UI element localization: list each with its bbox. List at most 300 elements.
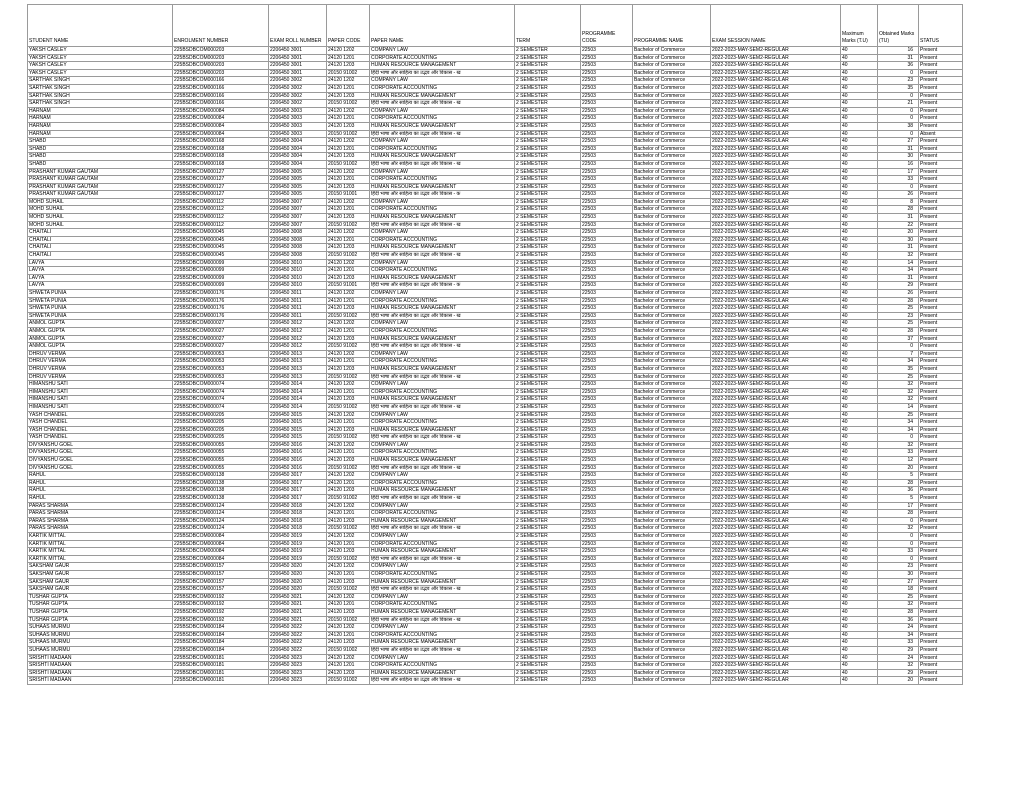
- obtained-marks-cell: 31: [878, 54, 919, 62]
- student-name-cell: YAKSH CASLEY: [28, 47, 173, 55]
- term-cell: 2 SEMESTER: [515, 601, 581, 609]
- obtained-marks-cell: 0: [878, 183, 919, 191]
- programme-code-cell: 22503: [581, 578, 633, 586]
- obtained-marks-cell: 36: [878, 487, 919, 495]
- term-cell: 2 SEMESTER: [515, 495, 581, 503]
- student-name-cell: SHABD: [28, 138, 173, 146]
- programme-name-cell: Bachelor of Commerce: [633, 267, 711, 275]
- paper-name-cell: हिंदी भाषा और साहित्य का उद्भव और विकास - ख: [370, 343, 515, 351]
- paper-code-cell: 20150 91002: [327, 160, 370, 168]
- enrolment-number-cell: 225BSDBCOM000112: [173, 214, 269, 222]
- obtained-marks-cell: 0: [878, 517, 919, 525]
- obtained-marks-cell: 32: [878, 381, 919, 389]
- maximum-marks-cell: 40: [841, 69, 878, 77]
- exam-roll-number-cell: 2206450 3017: [269, 495, 327, 503]
- maximum-marks-cell: 40: [841, 206, 878, 214]
- term-cell: 2 SEMESTER: [515, 191, 581, 199]
- term-cell: 2 SEMESTER: [515, 502, 581, 510]
- maximum-marks-cell: 40: [841, 327, 878, 335]
- maximum-marks-cell: 40: [841, 176, 878, 184]
- exam-session-name-cell: 2022-2023-MAY-SEM2-REGULAR: [711, 495, 841, 503]
- maximum-marks-cell: 40: [841, 365, 878, 373]
- table-row: [28, 282, 963, 290]
- enrolment-number-cell: 225BSDBCOM000168: [173, 153, 269, 161]
- exam-session-name-cell: 2022-2023-MAY-SEM2-REGULAR: [711, 525, 841, 533]
- enrolment-number-cell: 225BSDBCOM000112: [173, 221, 269, 229]
- student-name-cell: KARTIK MITTAL: [28, 555, 173, 563]
- table-row: [28, 555, 963, 563]
- status-cell: Present: [919, 115, 963, 123]
- status-cell: Present: [919, 669, 963, 677]
- paper-code-cell: 24120 1201: [327, 176, 370, 184]
- paper-code-cell: 20150 91002: [327, 403, 370, 411]
- maximum-marks-cell: 40: [841, 624, 878, 632]
- student-name-cell: DIVYANSHU GOEL: [28, 457, 173, 465]
- enrolment-number-cell: 225BSDBCOM000124: [173, 525, 269, 533]
- paper-name-cell: HUMAN RESOURCE MANAGEMENT: [370, 153, 515, 161]
- paper-name-cell: हिंदी भाषा और साहित्य का उद्भव और विकास - ख: [370, 373, 515, 381]
- exam-session-name-cell: 2022-2023-MAY-SEM2-REGULAR: [711, 548, 841, 556]
- student-name-cell: SRISHTI MADAAN: [28, 669, 173, 677]
- term-cell: 2 SEMESTER: [515, 290, 581, 298]
- paper-code-cell: 24120 1201: [327, 327, 370, 335]
- table-row: [28, 517, 963, 525]
- term-cell: 2 SEMESTER: [515, 403, 581, 411]
- maximum-marks-cell: 40: [841, 419, 878, 427]
- exam-roll-number-cell: 2206450 3003: [269, 115, 327, 123]
- paper-code-cell: 24120 1201: [327, 449, 370, 457]
- exam-roll-number-cell: 2206450 3007: [269, 206, 327, 214]
- student-name-cell: LAVYA: [28, 259, 173, 267]
- exam-session-name-cell: 2022-2023-MAY-SEM2-REGULAR: [711, 54, 841, 62]
- table-row: [28, 358, 963, 366]
- exam-roll-number-cell: 2206450 3013: [269, 365, 327, 373]
- table-row: [28, 252, 963, 260]
- student-name-cell: CHAITALI: [28, 244, 173, 252]
- table-row: [28, 130, 963, 138]
- student-name-cell: HARNAM: [28, 115, 173, 123]
- status-cell: Present: [919, 138, 963, 146]
- maximum-marks-cell: 40: [841, 426, 878, 434]
- paper-name-cell: CORPORATE ACCOUNTING: [370, 176, 515, 184]
- exam-roll-number-cell: 2206450 3013: [269, 350, 327, 358]
- paper-name-cell: हिंदी भाषा और साहित्य का उद्भव और विकास - ख: [370, 160, 515, 168]
- paper-name-cell: CORPORATE ACCOUNTING: [370, 449, 515, 457]
- maximum-marks-cell: 40: [841, 297, 878, 305]
- paper-code-cell: 24120 1201: [327, 479, 370, 487]
- exam-session-name-cell: 2022-2023-MAY-SEM2-REGULAR: [711, 411, 841, 419]
- table-row: [28, 601, 963, 609]
- programme-name-cell: Bachelor of Commerce: [633, 631, 711, 639]
- exam-roll-number-cell: 2206450 3013: [269, 358, 327, 366]
- term-cell: 2 SEMESTER: [515, 517, 581, 525]
- paper-name-cell: हिंदी भाषा और साहित्य का उद्भव और विकास - ख: [370, 495, 515, 503]
- term-cell: 2 SEMESTER: [515, 229, 581, 237]
- obtained-marks-cell: 34: [878, 419, 919, 427]
- exam-roll-number-cell: 2206450 3022: [269, 639, 327, 647]
- exam-session-name-cell: 2022-2023-MAY-SEM2-REGULAR: [711, 138, 841, 146]
- programme-name-cell: Bachelor of Commerce: [633, 221, 711, 229]
- enrolment-number-cell: 225BSDBCOM000084: [173, 555, 269, 563]
- paper-name-cell: हिंदी भाषा और साहित्य का उद्भव और विकास - ख: [370, 525, 515, 533]
- programme-name-cell: Bachelor of Commerce: [633, 616, 711, 624]
- enrolment-number-cell: 225BSDBCOM000205: [173, 411, 269, 419]
- obtained-marks-cell: 32: [878, 396, 919, 404]
- paper-code-cell: 24120 1201: [327, 570, 370, 578]
- term-cell: 2 SEMESTER: [515, 578, 581, 586]
- maximum-marks-cell: 40: [841, 677, 878, 685]
- status-cell: Present: [919, 449, 963, 457]
- programme-code-cell: 22503: [581, 479, 633, 487]
- paper-code-cell: 24120 1203: [327, 396, 370, 404]
- status-cell: Present: [919, 335, 963, 343]
- exam-roll-number-cell: 2206450 3022: [269, 631, 327, 639]
- student-name-cell: KARTIK MITTAL: [28, 548, 173, 556]
- programme-name-cell: Bachelor of Commerce: [633, 138, 711, 146]
- programme-code-cell: 22503: [581, 69, 633, 77]
- paper-code-cell: 20150 91002: [327, 252, 370, 260]
- status-cell: Present: [919, 570, 963, 578]
- maximum-marks-cell: 40: [841, 510, 878, 518]
- programme-code-cell: 22503: [581, 502, 633, 510]
- maximum-marks-cell: 40: [841, 434, 878, 442]
- paper-name-cell: हिंदी भाषा और साहित्य का उद्भव और विकास - ख: [370, 252, 515, 260]
- paper-name-cell: HUMAN RESOURCE MANAGEMENT: [370, 335, 515, 343]
- programme-name-cell: Bachelor of Commerce: [633, 396, 711, 404]
- obtained-marks-cell: 31: [878, 214, 919, 222]
- paper-code-cell: 20150 91001: [327, 282, 370, 290]
- programme-code-cell: 22503: [581, 138, 633, 146]
- exam-roll-number-cell: 2206450 3022: [269, 646, 327, 654]
- term-cell: 2 SEMESTER: [515, 396, 581, 404]
- term-cell: 2 SEMESTER: [515, 115, 581, 123]
- programme-name-cell: Bachelor of Commerce: [633, 381, 711, 389]
- paper-name-cell: CORPORATE ACCOUNTING: [370, 419, 515, 427]
- enrolment-number-cell: 225BSDBCOM000205: [173, 419, 269, 427]
- exam-roll-number-cell: 2206450 3015: [269, 411, 327, 419]
- maximum-marks-cell: 40: [841, 191, 878, 199]
- enrolment-number-cell: 225BSDBCOM000205: [173, 434, 269, 442]
- paper-code-cell: 24120 1201: [327, 145, 370, 153]
- student-name-cell: ANMOL GUPTA: [28, 335, 173, 343]
- maximum-marks-cell: 40: [841, 138, 878, 146]
- exam-roll-number-cell: 2206450 3015: [269, 434, 327, 442]
- status-cell: Present: [919, 305, 963, 313]
- paper-code-cell: 24120 1203: [327, 457, 370, 465]
- term-cell: 2 SEMESTER: [515, 77, 581, 85]
- programme-name-cell: Bachelor of Commerce: [633, 533, 711, 541]
- status-cell: Present: [919, 578, 963, 586]
- header-programme-name: PROGRAMME NAME: [633, 5, 711, 47]
- exam-session-name-cell: 2022-2023-MAY-SEM2-REGULAR: [711, 115, 841, 123]
- programme-code-cell: 22503: [581, 608, 633, 616]
- status-cell: Present: [919, 267, 963, 275]
- paper-name-cell: CORPORATE ACCOUNTING: [370, 267, 515, 275]
- programme-code-cell: 22503: [581, 555, 633, 563]
- programme-name-cell: Bachelor of Commerce: [633, 206, 711, 214]
- table-row: [28, 570, 963, 578]
- student-name-cell: SHABD: [28, 145, 173, 153]
- exam-roll-number-cell: 2206450 3014: [269, 403, 327, 411]
- obtained-marks-cell: 31: [878, 244, 919, 252]
- paper-code-cell: 24120 1201: [327, 388, 370, 396]
- term-cell: 2 SEMESTER: [515, 153, 581, 161]
- programme-code-cell: 22503: [581, 176, 633, 184]
- term-cell: 2 SEMESTER: [515, 411, 581, 419]
- term-cell: 2 SEMESTER: [515, 62, 581, 70]
- term-cell: 2 SEMESTER: [515, 282, 581, 290]
- obtained-marks-cell: 0: [878, 540, 919, 548]
- status-cell: Present: [919, 593, 963, 601]
- exam-session-name-cell: 2022-2023-MAY-SEM2-REGULAR: [711, 327, 841, 335]
- table-row: [28, 350, 963, 358]
- paper-code-cell: 24120 1201: [327, 206, 370, 214]
- enrolment-number-cell: 225BSDBCOM000166: [173, 84, 269, 92]
- table-row: [28, 608, 963, 616]
- table-row: [28, 115, 963, 123]
- term-cell: 2 SEMESTER: [515, 320, 581, 328]
- obtained-marks-cell: 26: [878, 191, 919, 199]
- paper-code-cell: 24120 1203: [327, 548, 370, 556]
- maximum-marks-cell: 40: [841, 540, 878, 548]
- programme-code-cell: 22503: [581, 122, 633, 130]
- maximum-marks-cell: 40: [841, 578, 878, 586]
- exam-roll-number-cell: 2206450 3014: [269, 396, 327, 404]
- paper-code-cell: 24120 1203: [327, 426, 370, 434]
- exam-session-name-cell: 2022-2023-MAY-SEM2-REGULAR: [711, 145, 841, 153]
- term-cell: 2 SEMESTER: [515, 677, 581, 685]
- maximum-marks-cell: 40: [841, 54, 878, 62]
- table-row: [28, 54, 963, 62]
- term-cell: 2 SEMESTER: [515, 312, 581, 320]
- maximum-marks-cell: 40: [841, 252, 878, 260]
- programme-code-cell: 22503: [581, 381, 633, 389]
- enrolment-number-cell: 225BSDBCOM000157: [173, 570, 269, 578]
- student-name-cell: RAHUL: [28, 472, 173, 480]
- paper-code-cell: 24120 1203: [327, 183, 370, 191]
- enrolment-number-cell: 225BSDBCOM000099: [173, 274, 269, 282]
- programme-name-cell: Bachelor of Commerce: [633, 464, 711, 472]
- term-cell: 2 SEMESTER: [515, 145, 581, 153]
- status-cell: Present: [919, 274, 963, 282]
- term-cell: 2 SEMESTER: [515, 434, 581, 442]
- exam-roll-number-cell: 2206450 3004: [269, 145, 327, 153]
- paper-name-cell: COMPANY LAW: [370, 229, 515, 237]
- table-row: [28, 320, 963, 328]
- term-cell: 2 SEMESTER: [515, 343, 581, 351]
- student-name-cell: PARAS SHARMA: [28, 510, 173, 518]
- programme-name-cell: Bachelor of Commerce: [633, 608, 711, 616]
- programme-code-cell: 22503: [581, 419, 633, 427]
- paper-code-cell: 20150 91002: [327, 69, 370, 77]
- obtained-marks-cell: 0: [878, 555, 919, 563]
- student-name-cell: HIMANSHU SATI: [28, 403, 173, 411]
- exam-roll-number-cell: 2206450 3014: [269, 381, 327, 389]
- term-cell: 2 SEMESTER: [515, 381, 581, 389]
- programme-name-cell: Bachelor of Commerce: [633, 191, 711, 199]
- status-cell: Present: [919, 381, 963, 389]
- paper-code-cell: 20150 91002: [327, 373, 370, 381]
- student-name-cell: MOHD SUHAIL: [28, 198, 173, 206]
- obtained-marks-cell: 0: [878, 434, 919, 442]
- exam-roll-number-cell: 2206450 3021: [269, 601, 327, 609]
- status-cell: Present: [919, 221, 963, 229]
- exam-session-name-cell: 2022-2023-MAY-SEM2-REGULAR: [711, 229, 841, 237]
- programme-name-cell: Bachelor of Commerce: [633, 441, 711, 449]
- table-row: [28, 381, 963, 389]
- enrolment-number-cell: 225BSDBCOM000127: [173, 183, 269, 191]
- obtained-marks-cell: 37: [878, 335, 919, 343]
- obtained-marks-cell: 28: [878, 297, 919, 305]
- table-row: [28, 335, 963, 343]
- maximum-marks-cell: 40: [841, 115, 878, 123]
- term-cell: 2 SEMESTER: [515, 183, 581, 191]
- programme-code-cell: 22503: [581, 191, 633, 199]
- status-cell: Present: [919, 487, 963, 495]
- status-cell: Present: [919, 259, 963, 267]
- enrolment-number-cell: 225BSDBCOM000203: [173, 47, 269, 55]
- exam-roll-number-cell: 2206450 3005: [269, 176, 327, 184]
- table-row: [28, 434, 963, 442]
- maximum-marks-cell: 40: [841, 358, 878, 366]
- student-name-cell: PRASHANT KUMAR GAUTAM: [28, 168, 173, 176]
- programme-code-cell: 22503: [581, 457, 633, 465]
- table-row: [28, 259, 963, 267]
- paper-name-cell: HUMAN RESOURCE MANAGEMENT: [370, 305, 515, 313]
- programme-code-cell: 22503: [581, 517, 633, 525]
- enrolment-number-cell: 225BSDBCOM000084: [173, 122, 269, 130]
- maximum-marks-cell: 40: [841, 533, 878, 541]
- table-row: [28, 145, 963, 153]
- paper-name-cell: HUMAN RESOURCE MANAGEMENT: [370, 274, 515, 282]
- programme-code-cell: 22503: [581, 388, 633, 396]
- table-row: [28, 441, 963, 449]
- enrolment-number-cell: 225BSDBCOM000124: [173, 517, 269, 525]
- programme-code-cell: 22503: [581, 646, 633, 654]
- paper-name-cell: COMPANY LAW: [370, 47, 515, 55]
- maximum-marks-cell: 40: [841, 145, 878, 153]
- table-row: [28, 593, 963, 601]
- programme-code-cell: 22503: [581, 282, 633, 290]
- header-programme-code: PROGRAMME CODE: [581, 5, 633, 47]
- maximum-marks-cell: 40: [841, 654, 878, 662]
- paper-code-cell: 24120 1201: [327, 662, 370, 670]
- enrolment-number-cell: 225BSDBCOM000027: [173, 320, 269, 328]
- term-cell: 2 SEMESTER: [515, 244, 581, 252]
- enrolment-number-cell: 225BSDBCOM000099: [173, 282, 269, 290]
- programme-code-cell: 22503: [581, 350, 633, 358]
- exam-session-name-cell: 2022-2023-MAY-SEM2-REGULAR: [711, 183, 841, 191]
- programme-name-cell: Bachelor of Commerce: [633, 62, 711, 70]
- paper-name-cell: COMPANY LAW: [370, 381, 515, 389]
- programme-code-cell: 22503: [581, 510, 633, 518]
- table-row: [28, 191, 963, 199]
- student-name-cell: SRISHTI MADAAN: [28, 677, 173, 685]
- paper-code-cell: 24120 1202: [327, 350, 370, 358]
- paper-code-cell: 20150 91002: [327, 312, 370, 320]
- header-enrolment-number: ENROLMENT NUMBER: [173, 5, 269, 47]
- obtained-marks-cell: 25: [878, 320, 919, 328]
- paper-code-cell: 24120 1202: [327, 290, 370, 298]
- maximum-marks-cell: 40: [841, 343, 878, 351]
- table-row: [28, 662, 963, 670]
- table-row: [28, 639, 963, 647]
- term-cell: 2 SEMESTER: [515, 100, 581, 108]
- enrolment-number-cell: 225BSDBCOM000084: [173, 115, 269, 123]
- paper-name-cell: CORPORATE ACCOUNTING: [370, 115, 515, 123]
- student-name-cell: PRASHANT KUMAR GAUTAM: [28, 183, 173, 191]
- term-cell: 2 SEMESTER: [515, 107, 581, 115]
- obtained-marks-cell: 0: [878, 115, 919, 123]
- student-name-cell: DIVYANSHU GOEL: [28, 464, 173, 472]
- programme-code-cell: 22503: [581, 540, 633, 548]
- paper-name-cell: COMPANY LAW: [370, 138, 515, 146]
- paper-code-cell: 24120 1203: [327, 669, 370, 677]
- table-row: [28, 229, 963, 237]
- student-name-cell: KARTIK MITTAL: [28, 533, 173, 541]
- term-cell: 2 SEMESTER: [515, 540, 581, 548]
- table-row: [28, 160, 963, 168]
- status-cell: Present: [919, 601, 963, 609]
- paper-name-cell: HUMAN RESOURCE MANAGEMENT: [370, 183, 515, 191]
- status-cell: Present: [919, 525, 963, 533]
- maximum-marks-cell: 40: [841, 586, 878, 594]
- enrolment-number-cell: 225BSDBCOM000166: [173, 100, 269, 108]
- term-cell: 2 SEMESTER: [515, 639, 581, 647]
- programme-code-cell: 22503: [581, 472, 633, 480]
- table-row: [28, 533, 963, 541]
- exam-roll-number-cell: 2206450 3011: [269, 297, 327, 305]
- exam-roll-number-cell: 2206450 3019: [269, 533, 327, 541]
- table-row: [28, 244, 963, 252]
- enrolment-number-cell: 225BSDBCOM000184: [173, 624, 269, 632]
- term-cell: 2 SEMESTER: [515, 487, 581, 495]
- maximum-marks-cell: 40: [841, 646, 878, 654]
- programme-name-cell: Bachelor of Commerce: [633, 677, 711, 685]
- exam-roll-number-cell: 2206450 3008: [269, 244, 327, 252]
- exam-roll-number-cell: 2206450 3012: [269, 343, 327, 351]
- obtained-marks-cell: 24: [878, 624, 919, 632]
- programme-code-cell: 22503: [581, 426, 633, 434]
- paper-name-cell: HUMAN RESOURCE MANAGEMENT: [370, 578, 515, 586]
- term-cell: 2 SEMESTER: [515, 662, 581, 670]
- programme-name-cell: Bachelor of Commerce: [633, 236, 711, 244]
- paper-code-cell: 24120 1203: [327, 578, 370, 586]
- paper-name-cell: COMPANY LAW: [370, 290, 515, 298]
- exam-roll-number-cell: 2206450 3015: [269, 419, 327, 427]
- table-row: [28, 510, 963, 518]
- paper-code-cell: 24120 1201: [327, 358, 370, 366]
- obtained-marks-cell: 22: [878, 221, 919, 229]
- term-cell: 2 SEMESTER: [515, 54, 581, 62]
- student-name-cell: SAKSHAM GAUR: [28, 578, 173, 586]
- student-name-cell: TUSHAR GUPTA: [28, 608, 173, 616]
- exam-session-name-cell: 2022-2023-MAY-SEM2-REGULAR: [711, 608, 841, 616]
- obtained-marks-cell: 16: [878, 160, 919, 168]
- programme-name-cell: Bachelor of Commerce: [633, 403, 711, 411]
- paper-name-cell: HUMAN RESOURCE MANAGEMENT: [370, 639, 515, 647]
- student-name-cell: SUHAAS MURMU: [28, 624, 173, 632]
- paper-code-cell: 24120 1201: [327, 510, 370, 518]
- enrolment-number-cell: 225BSDBCOM000053: [173, 358, 269, 366]
- status-cell: Present: [919, 396, 963, 404]
- programme-code-cell: 22503: [581, 586, 633, 594]
- exam-roll-number-cell: 2206450 3014: [269, 388, 327, 396]
- paper-code-cell: 24120 1201: [327, 84, 370, 92]
- status-cell: Present: [919, 153, 963, 161]
- programme-name-cell: Bachelor of Commerce: [633, 457, 711, 465]
- enrolment-number-cell: 225BSDBCOM000084: [173, 548, 269, 556]
